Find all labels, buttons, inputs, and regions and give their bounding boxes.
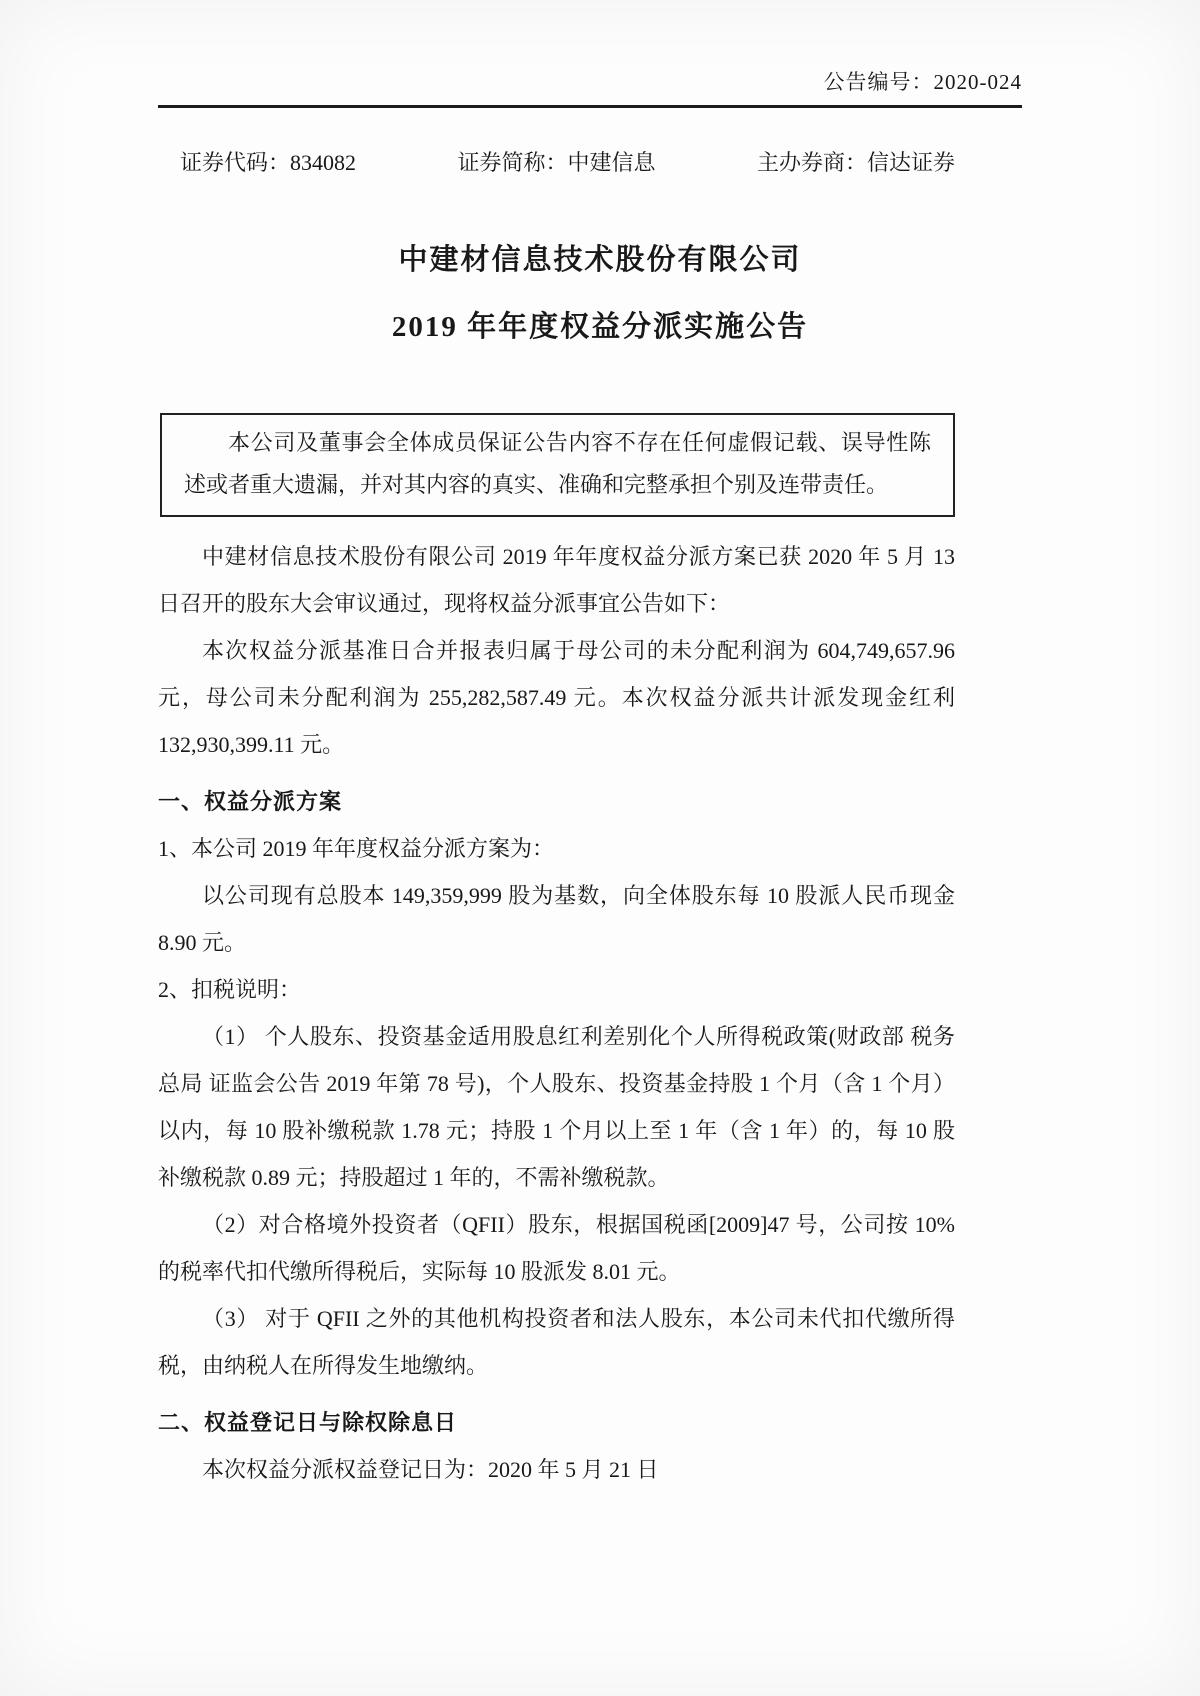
section-2-heading: 二、权益登记日与除权除息日 (158, 1410, 458, 1435)
section-1-item-1-detail: 以公司现有总股本 149,359,999 股为基数，向全体股东每 10 股派人民币现金 8.90 元。 (158, 883, 955, 955)
tax-clause-3-other-institutions: （3） 对于 QFII 之外的其他机构投资者和法人股东，本公司未代扣代缴所得税，由纳税人在所得发生地缴纳。 (158, 1306, 955, 1378)
tax-clause-1-individual-shareholders: （1） 个人股东、投资基金适用股息红利差别化个人所得税政策(财政部 税务总局 证监会公告 2019 年第 78 号)，个人股东、投资基金持股 1 个月（含 1 个月）以内，每 10 股补缴税款 1.78 元；持股 1 个月以上至 1 年（含 1 年）的，每 10 股补缴税款 0.89 元；持股超过 1 年的，不需补缴税款。 (158, 1024, 955, 1190)
stock-abbreviation: 证券简称：中建信息 (457, 150, 656, 175)
company-name-title: 中建材信息技术股份有限公司 (398, 244, 802, 276)
intro-paragraph-profit-figures: 本次权益分派基准日合并报表归属于母公司的未分配利润为 604,749,657.96 元，母公司未分配利润为 255,282,587.49 元。本次权益分派共计派发现金红利 132,930,399.11 元。 (158, 638, 955, 757)
sponsor-broker: 主办券商：信达证券 (756, 150, 955, 175)
announcement-title: 2019 年年度权益分派实施公告 (391, 311, 809, 343)
section-1-item-2-tax-note: 2、扣税说明： (158, 977, 302, 1002)
header-divider-rule (158, 105, 1022, 108)
tax-clause-2-qfii: （2）对合格境外投资者（QFII）股东，根据国税函[2009]47 号，公司按 10%的税率代扣代缴所得税后，实际每 10 股派发 8.01 元。 (158, 1212, 955, 1284)
stock-code: 证券代码：834082 (180, 150, 357, 175)
announcement-number: 公告编号：2020-024 (823, 70, 1022, 94)
securities-info-row (180, 146, 955, 177)
section-2-record-date: 本次权益分派权益登记日为：2020 年 5 月 21 日 (202, 1457, 659, 1482)
board-disclaimer-box: 本公司及董事会全体成员保证公告内容不存在任何虚假记载、误导性陈述或者重大遗漏，并对其内容的真实、准确和完整承担个别及连带责任。 (160, 413, 955, 517)
section-1-heading: 一、权益分派方案 (158, 789, 343, 814)
document-body (158, 533, 955, 1493)
section-1-item-1-plan: 1、本公司 2019 年年度权益分派方案为： (158, 836, 555, 861)
intro-paragraph-approval: 中建材信息技术股份有限公司 2019 年年度权益分派方案已获 2020 年 5 月 13 日召开的股东大会审议通过，现将权益分派事宜公告如下： (158, 544, 955, 616)
